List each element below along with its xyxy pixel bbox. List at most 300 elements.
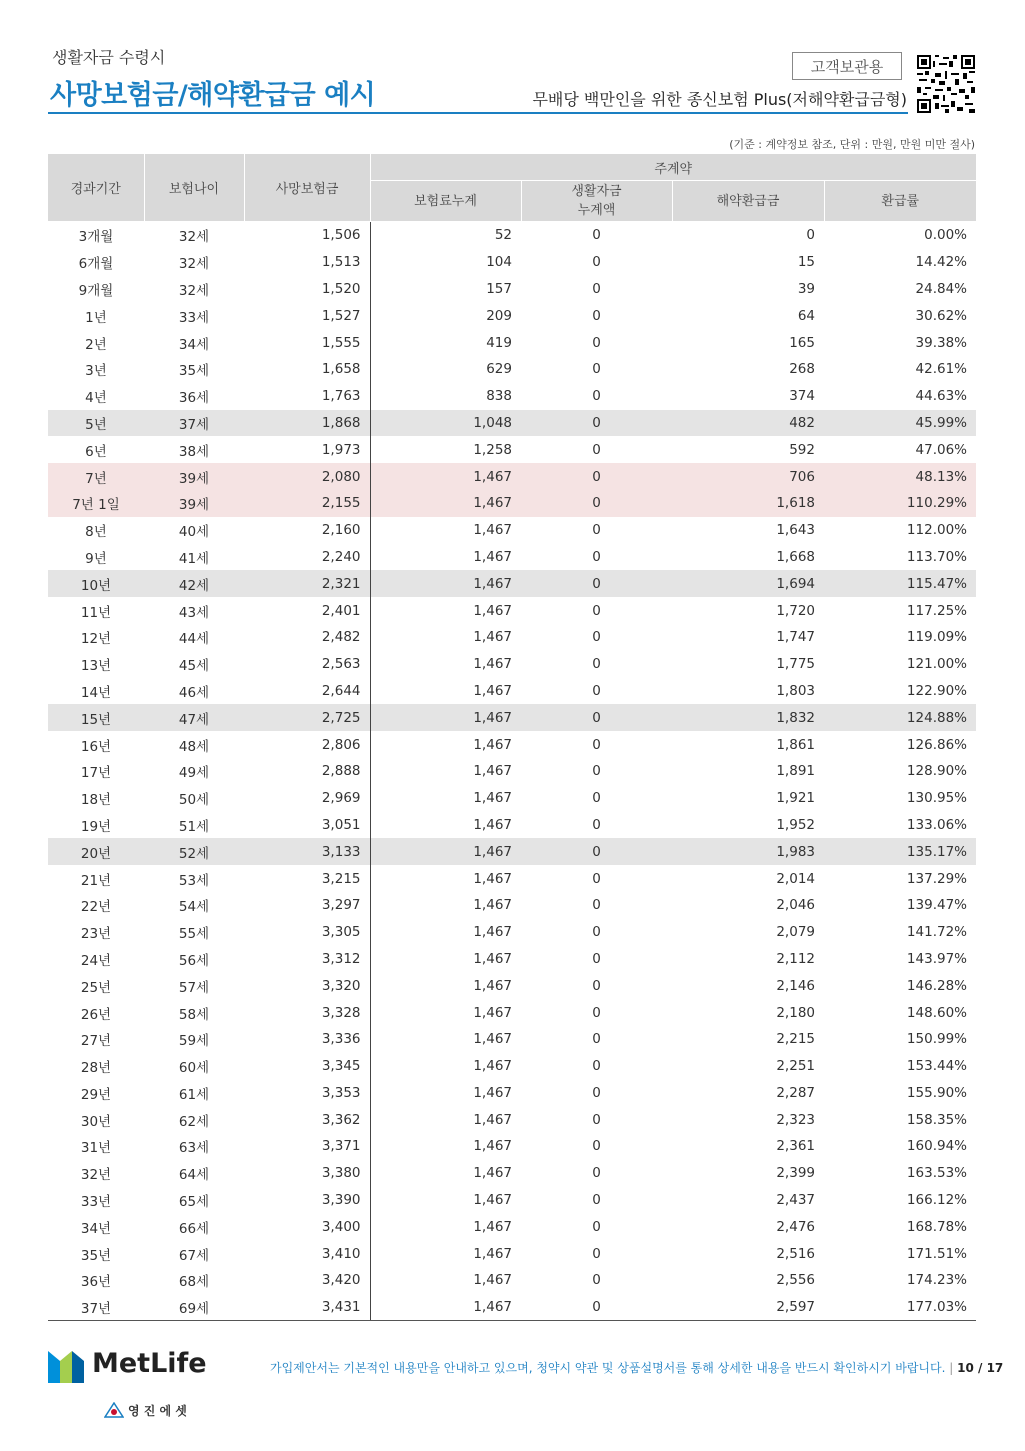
table-cell: 168.78% (906, 1218, 967, 1235)
table-cell: 1,467 (473, 1084, 512, 1101)
table-cell: 0 (592, 816, 601, 833)
table-cell: 67세 (178, 1247, 210, 1264)
table-cell: 130.95% (906, 790, 967, 807)
table-cell: 65세 (178, 1194, 210, 1211)
table-cell: 143.97% (906, 950, 967, 967)
table-cell: 0 (592, 1245, 601, 1262)
table-cell: 2,215 (776, 1031, 815, 1048)
table-cell: 0 (592, 334, 601, 351)
table-cell: 1,467 (473, 1245, 512, 1262)
table-cell: 1,467 (473, 790, 512, 807)
table-cell: 0 (592, 1084, 601, 1101)
table-cell: 150.99% (906, 1031, 967, 1048)
table-cell: 44세 (178, 631, 210, 648)
table-row (48, 544, 976, 571)
table-cell: 2,080 (244, 463, 370, 490)
table-cell: 37세 (144, 410, 244, 437)
table-cell: 157 (486, 280, 512, 297)
table-cell: 1,467 (370, 490, 521, 517)
table-cell: 43세 (178, 604, 210, 621)
table-cell: 0 (592, 602, 601, 619)
table-cell: 36년 (80, 1274, 112, 1291)
table-cell: 2,160 (244, 517, 370, 544)
table-row (48, 597, 976, 624)
table-cell: 1,467 (473, 1299, 512, 1316)
table-cell: 28년 (80, 1060, 112, 1077)
table-cell: 2,476 (776, 1218, 815, 1235)
table-cell: 0 (592, 227, 601, 244)
table-row (48, 490, 976, 517)
table-row (48, 704, 976, 731)
table-cell: 0 (592, 1004, 601, 1021)
header-living-fund-line1: 생활자금 (571, 184, 622, 199)
table-cell: 7년 (48, 463, 144, 490)
table-cell: 1,467 (473, 897, 512, 914)
table-cell: 25년 (80, 979, 112, 996)
table-cell: 3,320 (244, 972, 370, 999)
table-cell: 52 (494, 227, 512, 244)
table-cell: 64세 (178, 1167, 210, 1184)
table-cell: 2,806 (244, 731, 370, 758)
table-cell: 158.35% (906, 1111, 967, 1128)
table-cell: 135.17% (824, 838, 976, 865)
table-cell: 1,467 (473, 1165, 512, 1182)
table-cell: 58세 (178, 1006, 210, 1023)
table-cell: 34년 (80, 1220, 112, 1237)
header-surrender-value: 해약환급금 (672, 181, 824, 222)
table-cell: 10년 (48, 570, 144, 597)
table-cell: 3년 (85, 363, 107, 380)
header-death-benefit: 사망보험금 (244, 154, 370, 222)
table-cell: 113.70% (906, 548, 967, 565)
table-cell: 17년 (80, 765, 112, 782)
table-cell: 41세 (178, 550, 210, 567)
table-cell: 46세 (178, 684, 210, 701)
table-cell: 177.03% (906, 1299, 967, 1316)
table-row (48, 919, 976, 946)
table-cell: 209 (486, 307, 512, 324)
table-cell: 44.63% (915, 388, 967, 405)
table-cell: 3,390 (244, 1187, 370, 1214)
table-cell: 482 (672, 410, 824, 437)
table-row (48, 865, 976, 892)
table-cell: 0 (592, 280, 601, 297)
table-cell: 137.29% (906, 870, 967, 887)
table-cell: 1,775 (776, 656, 815, 673)
table-cell: 12년 (80, 631, 112, 648)
table-cell: 124.88% (824, 704, 976, 731)
table-row (48, 436, 976, 463)
agency-logo-text: 영 진 에 셋 (128, 1404, 187, 1418)
table-cell: 2,516 (776, 1245, 815, 1262)
table-cell: 0 (592, 924, 601, 941)
product-name: 무배당 백만인을 위한 종신보험 Plus(저해약환급금형) (532, 90, 907, 109)
table-cell: 2,014 (776, 870, 815, 887)
table-cell: 2,323 (776, 1111, 815, 1128)
table-cell: 112.00% (906, 522, 967, 539)
table-cell: 2,180 (776, 1004, 815, 1021)
table-cell: 42.61% (915, 361, 967, 378)
table-cell: 23년 (80, 926, 112, 943)
table-cell: 45세 (178, 658, 210, 675)
table-cell: 148.60% (906, 1004, 967, 1021)
table-cell: 117.25% (906, 602, 967, 619)
table-cell: 15년 (48, 704, 144, 731)
table-cell: 69세 (178, 1301, 210, 1318)
table-cell: 0 (592, 763, 601, 780)
table-cell: 6개월 (78, 256, 114, 273)
table-cell: 68세 (178, 1274, 210, 1291)
table-cell: 0 (592, 441, 601, 458)
table-row (48, 1053, 976, 1080)
table-cell: 0 (592, 950, 601, 967)
table-row (48, 570, 976, 597)
header-age: 보험나이 (144, 154, 244, 222)
table-cell: 2,437 (776, 1192, 815, 1209)
table-cell: 122.90% (906, 682, 967, 699)
table-cell: 24년 (80, 952, 112, 969)
table-cell: 115.47% (824, 570, 976, 597)
table-cell: 1,467 (370, 704, 521, 731)
table-cell: 1,467 (370, 463, 521, 490)
table-cell: 0 (592, 548, 601, 565)
table-cell: 1,467 (370, 570, 521, 597)
table-cell: 2,888 (244, 758, 370, 785)
table-cell: 141.72% (906, 924, 967, 941)
table-cell: 0 (592, 977, 601, 994)
table-cell: 29년 (80, 1086, 112, 1103)
qr-code-icon (917, 55, 975, 113)
table-cell: 0 (592, 656, 601, 673)
table-cell: 1,803 (776, 682, 815, 699)
table-cell: 16년 (80, 738, 112, 755)
table-cell: 0 (592, 682, 601, 699)
table-cell: 1,467 (473, 870, 512, 887)
table-cell: 3,410 (244, 1240, 370, 1267)
table-cell: 3,345 (244, 1053, 370, 1080)
table-row (48, 222, 976, 249)
table-cell: 2,146 (776, 977, 815, 994)
table-cell: 9개월 (78, 282, 114, 299)
table-cell: 0 (521, 463, 672, 490)
table-cell: 3,336 (244, 1026, 370, 1053)
table-cell: 0 (592, 1192, 601, 1209)
table-cell: 21년 (80, 872, 112, 889)
table-cell: 1,467 (473, 816, 512, 833)
table-cell: 1,668 (776, 548, 815, 565)
header-living-fund-line2: 누계액 (577, 203, 616, 218)
table-row (48, 785, 976, 812)
table-cell: 26년 (80, 1006, 112, 1023)
table-row (48, 1240, 976, 1267)
table-cell: 0 (521, 570, 672, 597)
table-cell: 166.12% (906, 1192, 967, 1209)
table-row (48, 1133, 976, 1160)
footer-notice (270, 1359, 1003, 1376)
table-cell: 1,467 (473, 1031, 512, 1048)
table-cell: 37년 (80, 1301, 112, 1318)
table-cell: 121.00% (906, 656, 967, 673)
table-cell: 0 (592, 254, 601, 271)
footer-separator: | (949, 1361, 954, 1375)
table-cell: 3,362 (244, 1106, 370, 1133)
table-cell: 32세 (178, 229, 210, 246)
table-cell: 27년 (80, 1033, 112, 1050)
table-cell: 139.47% (906, 897, 967, 914)
table-cell: 18년 (80, 792, 112, 809)
table-row (48, 276, 976, 303)
table-cell: 1,921 (776, 790, 815, 807)
table-cell: 146.28% (906, 977, 967, 994)
table-cell: 3,215 (244, 865, 370, 892)
table-cell: 1,513 (244, 249, 370, 276)
table-cell: 1,520 (244, 276, 370, 303)
table-row (48, 892, 976, 919)
table-cell: 32세 (178, 282, 210, 299)
table-cell: 3개월 (78, 229, 114, 246)
table-cell: 160.94% (906, 1138, 967, 1155)
table-cell: 2,240 (244, 544, 370, 571)
table-cell: 1,952 (776, 816, 815, 833)
table-cell: 2,321 (244, 570, 370, 597)
table-cell: 22년 (80, 899, 112, 916)
table-row (48, 302, 976, 329)
table-cell: 419 (486, 334, 512, 351)
table-row (48, 410, 976, 437)
table-cell: 0 (592, 522, 601, 539)
table-row (48, 946, 976, 973)
table-cell: 9년 (85, 550, 107, 567)
table-cell: 1,467 (473, 977, 512, 994)
table-cell: 1,694 (672, 570, 824, 597)
table-cell: 0 (592, 790, 601, 807)
table-cell: 1,467 (473, 682, 512, 699)
table-cell: 155.90% (906, 1084, 967, 1101)
table-row (48, 1080, 976, 1107)
table-cell: 0 (521, 838, 672, 865)
header-living-fund (521, 181, 672, 222)
table-cell: 1,891 (776, 763, 815, 780)
table-cell: 2,287 (776, 1084, 815, 1101)
table-cell: 2,155 (244, 490, 370, 517)
table-cell: 49세 (178, 765, 210, 782)
table-cell: 1,658 (244, 356, 370, 383)
table-cell: 0 (521, 410, 672, 437)
table-cell: 629 (486, 361, 512, 378)
table-cell: 374 (789, 388, 815, 405)
table-cell: 1,467 (473, 656, 512, 673)
table-cell: 0 (592, 1299, 601, 1316)
table-cell: 2년 (85, 336, 107, 353)
table-cell: 3,353 (244, 1080, 370, 1107)
table-cell: 40세 (178, 524, 210, 541)
customer-copy-badge: 고객보관용 (792, 52, 902, 80)
table-cell: 19년 (80, 818, 112, 835)
table-cell: 3,312 (244, 946, 370, 973)
table-cell: 3,133 (244, 838, 370, 865)
table-cell: 1,467 (473, 629, 512, 646)
table-cell: 104 (486, 254, 512, 271)
header-premium-total: 보험료누계 (370, 181, 521, 222)
table-cell: 0 (592, 361, 601, 378)
table-cell: 126.86% (906, 736, 967, 753)
table-cell: 2,112 (776, 950, 815, 967)
table-cell: 1,618 (672, 490, 824, 517)
table-row (48, 972, 976, 999)
table-bottom-rule (48, 1320, 976, 1321)
table-cell: 1,467 (473, 1192, 512, 1209)
table-cell: 32년 (80, 1167, 112, 1184)
table-cell: 0 (592, 870, 601, 887)
page-number: 10 / 17 (957, 1361, 1004, 1375)
table-cell: 1,720 (776, 602, 815, 619)
table-cell: 31년 (80, 1140, 112, 1157)
table-cell: 153.44% (906, 1058, 967, 1075)
table-cell: 32세 (178, 256, 210, 273)
header-period: 경과기간 (48, 154, 144, 222)
table-row (48, 517, 976, 544)
table-cell: 3,328 (244, 999, 370, 1026)
table-cell: 8년 (85, 524, 107, 541)
table-cell: 0 (592, 1138, 601, 1155)
table-cell: 2,482 (244, 624, 370, 651)
table-cell: 56세 (178, 952, 210, 969)
table-cell: 61세 (178, 1086, 210, 1103)
table-cell: 38세 (178, 443, 210, 460)
table-row (48, 1294, 976, 1321)
page-subtitle: 생활자금 수령시 (52, 48, 166, 67)
table-cell: 52세 (144, 838, 244, 865)
metlife-logo (48, 1346, 208, 1384)
table-row (48, 463, 976, 490)
table-row (48, 678, 976, 705)
table-cell: 133.06% (906, 816, 967, 833)
table-cell: 2,361 (776, 1138, 815, 1155)
table-cell: 165 (789, 334, 815, 351)
metlife-mark-icon (48, 1347, 86, 1383)
table-cell: 34세 (178, 336, 210, 353)
table-cell: 1,506 (244, 222, 370, 249)
table-cell: 2,725 (244, 704, 370, 731)
table-cell: 2,399 (776, 1165, 815, 1182)
table-row (48, 999, 976, 1026)
unit-note: (기준 : 계약정보 참조, 단위 : 만원, 만원 미만 절사) (729, 138, 975, 151)
table-row (48, 1026, 976, 1053)
table-cell: 62세 (178, 1113, 210, 1130)
table-cell: 11년 (80, 604, 112, 621)
table-cell: 1,555 (244, 329, 370, 356)
table-row (48, 1160, 976, 1187)
table-cell: 14.42% (915, 254, 967, 271)
table-cell: 33년 (80, 1194, 112, 1211)
table-cell: 1,527 (244, 302, 370, 329)
table-cell: 13년 (80, 658, 112, 675)
table-cell: 0 (521, 490, 672, 517)
table-cell: 0 (592, 1272, 601, 1289)
table-cell: 0 (592, 736, 601, 753)
table-cell: 3,051 (244, 812, 370, 839)
table-cell: 2,597 (776, 1299, 815, 1316)
table-cell: 1,832 (672, 704, 824, 731)
title-underline (48, 112, 908, 114)
table-cell: 51세 (178, 818, 210, 835)
table-cell: 706 (672, 463, 824, 490)
table-cell: 2,079 (776, 924, 815, 941)
table-cell: 48.13% (824, 463, 976, 490)
agency-mark-icon (104, 1402, 124, 1418)
header-refund-rate: 환급률 (824, 181, 976, 222)
table-cell: 2,556 (776, 1272, 815, 1289)
table-cell: 39세 (144, 490, 244, 517)
table-cell: 1,861 (776, 736, 815, 753)
table-cell: 1,467 (473, 1272, 512, 1289)
table-cell: 33세 (178, 309, 210, 326)
table-cell: 57세 (178, 979, 210, 996)
table-cell: 1,467 (473, 736, 512, 753)
table-cell: 0 (592, 1218, 601, 1235)
table-cell: 3,371 (244, 1133, 370, 1160)
table-cell: 5년 (48, 410, 144, 437)
table-cell: 47세 (144, 704, 244, 731)
table-row (48, 731, 976, 758)
table-cell: 36세 (178, 390, 210, 407)
table-cell: 14년 (80, 684, 112, 701)
table-cell: 1,467 (370, 838, 521, 865)
table-cell: 0 (592, 388, 601, 405)
table-cell: 35년 (80, 1247, 112, 1264)
table-cell: 15 (797, 254, 815, 271)
table-cell: 2,046 (776, 897, 815, 914)
table-cell: 1,467 (473, 1111, 512, 1128)
table-cell: 1,467 (473, 522, 512, 539)
table-cell: 4년 (85, 390, 107, 407)
table-cell: 110.29% (824, 490, 976, 517)
table-cell: 0 (806, 227, 815, 244)
table-row (48, 356, 976, 383)
table-cell: 128.90% (906, 763, 967, 780)
table-cell: 0 (592, 629, 601, 646)
table-cell: 838 (486, 388, 512, 405)
table-cell: 1,868 (244, 410, 370, 437)
table-cell: 48세 (178, 738, 210, 755)
table-row (48, 758, 976, 785)
table-row (48, 1106, 976, 1133)
table-cell: 59세 (178, 1033, 210, 1050)
table-cell: 1,983 (672, 838, 824, 865)
table-cell: 39.38% (915, 334, 967, 351)
table-cell: 2,401 (244, 597, 370, 624)
table-cell: 0 (592, 1165, 601, 1182)
table-cell: 3,380 (244, 1160, 370, 1187)
table-cell: 1,467 (473, 1058, 512, 1075)
table-cell: 1,973 (244, 436, 370, 463)
table-row (48, 838, 976, 865)
table-cell: 45.99% (824, 410, 976, 437)
table-cell: 0 (592, 1111, 601, 1128)
table-cell: 30년 (80, 1113, 112, 1130)
table-cell: 1년 (85, 309, 107, 326)
table-cell: 0 (592, 897, 601, 914)
table-cell: 0 (592, 307, 601, 324)
table-cell: 47.06% (915, 441, 967, 458)
table-row (48, 1267, 976, 1294)
table-row (48, 249, 976, 276)
table-cell: 163.53% (906, 1165, 967, 1182)
table-cell: 0.00% (924, 227, 967, 244)
table-cell: 0 (521, 704, 672, 731)
table-cell: 3,297 (244, 892, 370, 919)
table-cell: 174.23% (906, 1272, 967, 1289)
